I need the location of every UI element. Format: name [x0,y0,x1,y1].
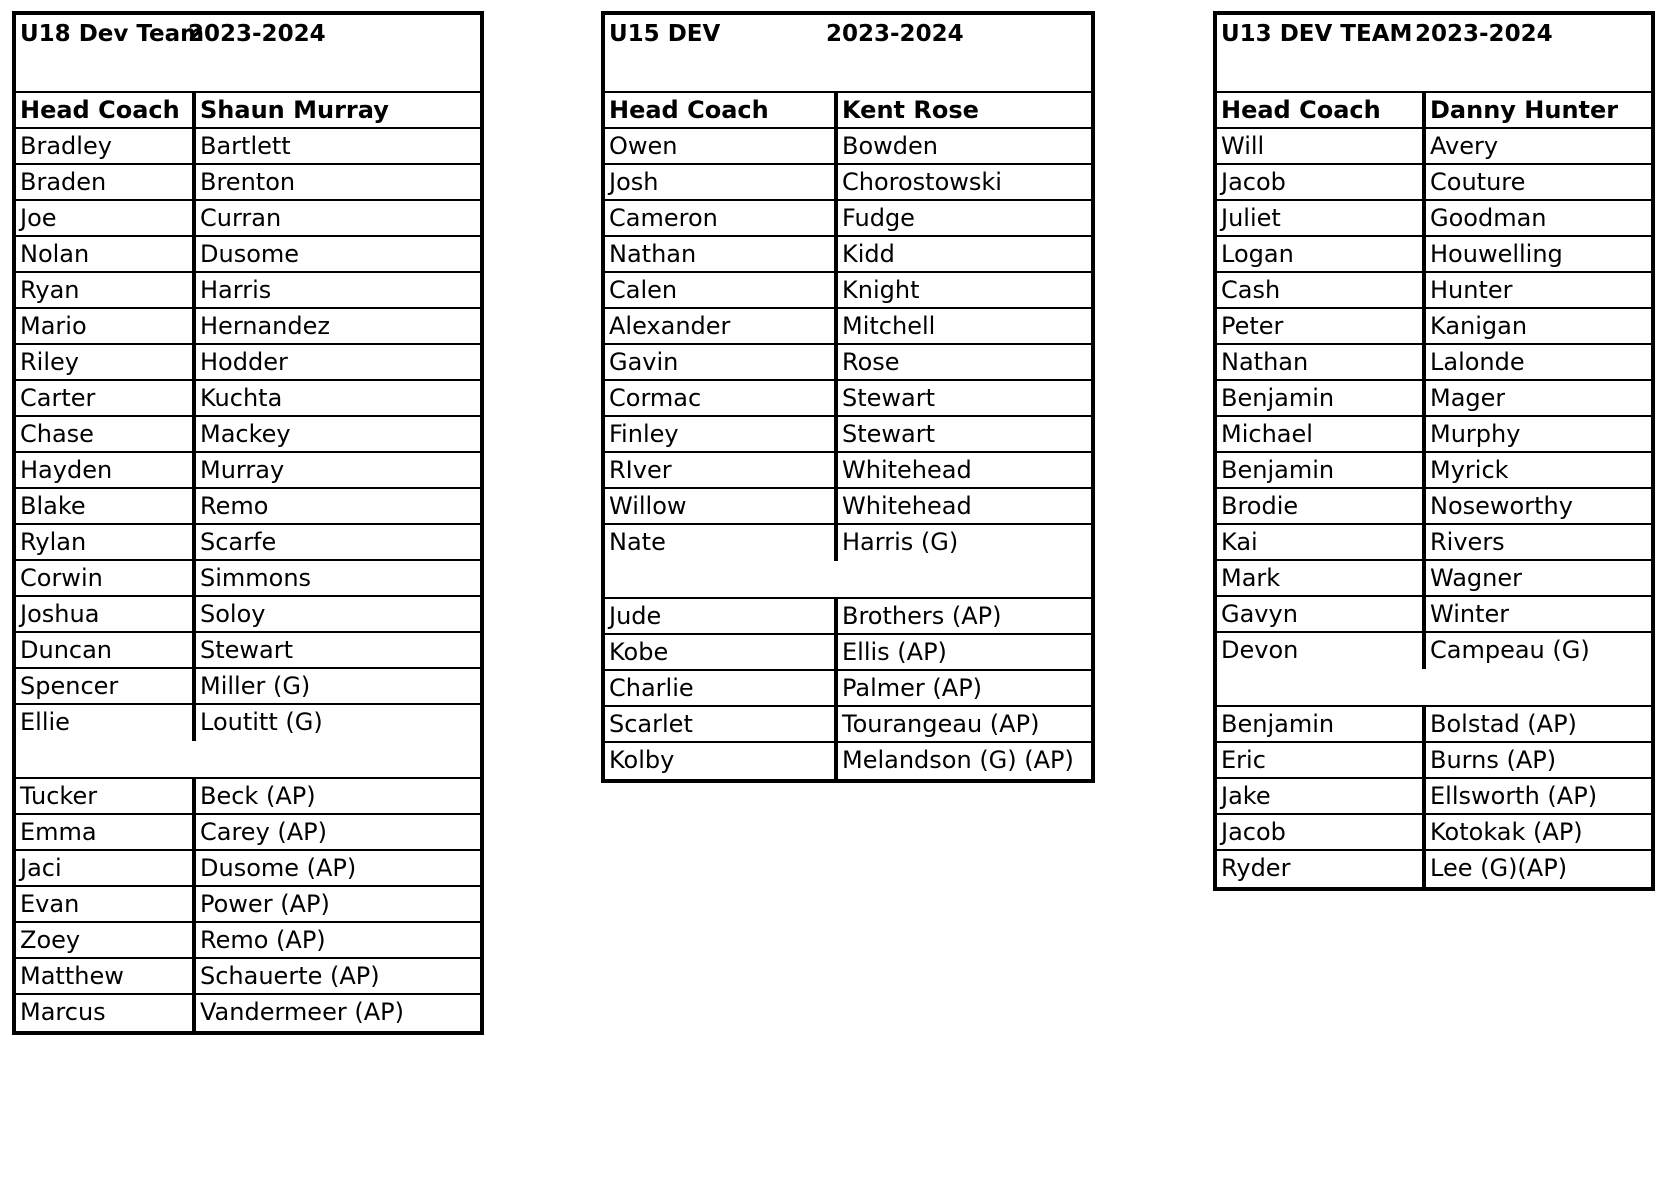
team-table-u15 [601,11,1095,783]
first-name-cell: Cameron [605,201,838,235]
table-row [605,489,1091,525]
team-table-u18 [12,11,484,1035]
table-row [605,309,1091,345]
last-name-cell: Soloy [200,600,266,628]
last-name-cell: Lee (G)(AP) [1430,854,1568,882]
table-row [605,453,1091,489]
player-list [16,129,480,741]
table-row [1217,237,1651,273]
first-name-cell: Michael [1217,417,1426,451]
spacer-row [1217,669,1651,707]
last-name-cell: Dusome [200,240,300,268]
table-row [16,815,480,851]
first-name-cell: Blake [16,489,196,523]
first-name-cell: Cash [1217,273,1426,307]
first-name-cell: Benjamin [1217,453,1426,487]
last-name-cell: Vandermeer (AP) [200,998,404,1026]
table-row [605,345,1091,381]
table-row [16,129,480,165]
first-name-cell: Matthew [16,959,196,993]
table-row [16,165,480,201]
last-name-cell: Knight [842,276,920,304]
last-name-cell: Kotokak (AP) [1430,818,1583,846]
last-name-cell: Curran [200,204,282,232]
table-row [605,201,1091,237]
table-row [605,273,1091,309]
first-name-cell: Evan [16,887,196,921]
last-name-cell: Hernandez [200,312,330,340]
last-name-cell: Loutitt (G) [200,708,323,736]
last-name-cell: Murray [200,456,285,484]
head-coach-label: Head Coach [16,93,196,127]
first-name-cell: Kolby [605,743,838,779]
first-name-cell: Nolan [16,237,196,271]
last-name-cell: Mitchell [842,312,936,340]
last-name-cell: Rivers [1430,528,1505,556]
table-row [16,201,480,237]
table-row [605,165,1091,201]
last-name-cell: Brothers (AP) [842,602,1002,630]
table-row [16,525,480,561]
last-name-cell: Palmer (AP) [842,674,983,702]
table-row [605,237,1091,273]
table-row [16,669,480,705]
table-row [1217,779,1651,815]
first-name-cell: Jake [1217,779,1426,813]
last-name-cell: Myrick [1430,456,1509,484]
first-name-cell: Bradley [16,129,196,163]
last-name-cell: Kidd [842,240,895,268]
first-name-cell: Chase [16,417,196,451]
first-name-cell: Duncan [16,633,196,667]
first-name-cell: Spencer [16,669,196,703]
table-row [1217,345,1651,381]
team-title-row [1217,15,1651,93]
first-name-cell: Emma [16,815,196,849]
first-name-cell: Gavin [605,345,838,379]
last-name-cell: Fudge [842,204,915,232]
player-list [605,129,1091,561]
first-name-cell: Mark [1217,561,1426,595]
first-name-cell: Gavyn [1217,597,1426,631]
first-name-cell: Riley [16,345,196,379]
table-row [605,525,1091,561]
first-name-cell: Willow [605,489,838,523]
last-name-cell: Campeau (G) [1430,636,1590,664]
last-name-cell: Houwelling [1430,240,1563,268]
last-name-cell: Miller (G) [200,672,311,700]
table-row [16,923,480,959]
last-name-cell: Lalonde [1430,348,1525,376]
table-row [1217,417,1651,453]
table-row [605,707,1091,743]
spacer-row [16,741,480,779]
head-coach-name: Shaun Murray [200,96,389,124]
affiliate-player-list [1217,707,1651,887]
head-coach-row [605,93,1091,129]
team-table-u13 [1213,11,1655,891]
team-title: U18 Dev Team [20,21,205,47]
first-name-cell: Alexander [605,309,838,343]
first-name-cell: Joshua [16,597,196,631]
first-name-cell: Logan [1217,237,1426,271]
first-name-cell: Carter [16,381,196,415]
table-row [1217,201,1651,237]
table-row [16,633,480,669]
table-row [1217,453,1651,489]
team-title-row [605,15,1091,93]
last-name-cell: Couture [1430,168,1526,196]
first-name-cell: Nate [605,525,838,561]
first-name-cell: Peter [1217,309,1426,343]
last-name-cell: Remo (AP) [200,926,326,954]
table-row [16,995,480,1031]
table-row [605,743,1091,779]
first-name-cell: Hayden [16,453,196,487]
table-row [16,237,480,273]
table-row [605,599,1091,635]
last-name-cell: Dusome (AP) [200,854,357,882]
table-row [16,309,480,345]
first-name-cell: Jacob [1217,815,1426,849]
last-name-cell: Bowden [842,132,938,160]
first-name-cell: Corwin [16,561,196,595]
last-name-cell: Rose [842,348,900,376]
last-name-cell: Stewart [842,420,936,448]
table-row [605,671,1091,707]
last-name-cell: Remo [200,492,269,520]
first-name-cell: Jude [605,599,838,633]
table-row [1217,597,1651,633]
table-row [605,417,1091,453]
first-name-cell: Rylan [16,525,196,559]
last-name-cell: Brenton [200,168,296,196]
first-name-cell: Eric [1217,743,1426,777]
last-name-cell: Whitehead [842,456,972,484]
last-name-cell: Kanigan [1430,312,1528,340]
first-name-cell: Joe [16,201,196,235]
first-name-cell: Nathan [1217,345,1426,379]
last-name-cell: Melandson (G) (AP) [842,746,1074,774]
first-name-cell: Marcus [16,995,196,1031]
table-row [16,417,480,453]
first-name-cell: Ryan [16,273,196,307]
first-name-cell: Mario [16,309,196,343]
last-name-cell: Tourangeau (AP) [842,710,1040,738]
last-name-cell: Mackey [200,420,291,448]
team-title: U13 DEV TEAM [1221,21,1413,47]
last-name-cell: Kuchta [200,384,283,412]
first-name-cell: Cormac [605,381,838,415]
last-name-cell: Stewart [842,384,936,412]
first-name-cell: Tucker [16,779,196,813]
last-name-cell: Bartlett [200,132,291,160]
last-name-cell: Beck (AP) [200,782,316,810]
last-name-cell: Whitehead [842,492,972,520]
table-row [16,959,480,995]
last-name-cell: Winter [1430,600,1510,628]
first-name-cell: Calen [605,273,838,307]
last-name-cell: Ellis (AP) [842,638,947,666]
last-name-cell: Hunter [1430,276,1513,304]
team-title-row [16,15,480,93]
last-name-cell: Schauerte (AP) [200,962,380,990]
player-list [1217,129,1651,669]
last-name-cell: Harris (G) [842,528,959,556]
table-row [16,453,480,489]
first-name-cell: Juliet [1217,201,1426,235]
last-name-cell: Murphy [1430,420,1521,448]
last-name-cell: Chorostowski [842,168,1002,196]
first-name-cell: Zoey [16,923,196,957]
table-row [16,851,480,887]
last-name-cell: Avery [1430,132,1499,160]
last-name-cell: Harris [200,276,272,304]
head-coach-name: Danny Hunter [1430,96,1619,124]
first-name-cell: Brodie [1217,489,1426,523]
table-row [16,597,480,633]
last-name-cell: Mager [1430,384,1506,412]
first-name-cell: Ryder [1217,851,1426,887]
first-name-cell: Ellie [16,705,196,741]
table-row [1217,851,1651,887]
head-coach-label: Head Coach [605,93,838,127]
first-name-cell: Kobe [605,635,838,669]
last-name-cell: Carey (AP) [200,818,328,846]
table-row [1217,381,1651,417]
spacer-row [605,561,1091,599]
table-row [1217,743,1651,779]
first-name-cell: Josh [605,165,838,199]
affiliate-player-list [16,779,480,1031]
head-coach-row [16,93,480,129]
last-name-cell: Bolstad (AP) [1430,710,1577,738]
affiliate-player-list [605,599,1091,779]
table-row [16,273,480,309]
table-row [16,887,480,923]
team-season: 2023-2024 [826,21,964,47]
table-row [16,489,480,525]
last-name-cell: Goodman [1430,204,1547,232]
first-name-cell: Jaci [16,851,196,885]
first-name-cell: Braden [16,165,196,199]
first-name-cell: Kai [1217,525,1426,559]
first-name-cell: Will [1217,129,1426,163]
table-row [605,129,1091,165]
last-name-cell: Power (AP) [200,890,330,918]
last-name-cell: Stewart [200,636,294,664]
team-season: 2023-2024 [188,21,326,47]
team-title: U15 DEV [609,21,721,47]
first-name-cell: Benjamin [1217,381,1426,415]
table-row [1217,309,1651,345]
table-row [1217,561,1651,597]
first-name-cell: Devon [1217,633,1426,669]
table-row [1217,165,1651,201]
last-name-cell: Hodder [200,348,288,376]
table-row [16,381,480,417]
head-coach-label: Head Coach [1217,93,1426,127]
first-name-cell: Finley [605,417,838,451]
first-name-cell: RIver [605,453,838,487]
first-name-cell: Owen [605,129,838,163]
table-row [605,381,1091,417]
table-row [1217,633,1651,669]
first-name-cell: Benjamin [1217,707,1426,741]
first-name-cell: Nathan [605,237,838,271]
table-row [16,345,480,381]
first-name-cell: Scarlet [605,707,838,741]
table-row [605,635,1091,671]
head-coach-name: Kent Rose [842,96,979,124]
table-row [1217,273,1651,309]
table-row [1217,707,1651,743]
table-row [1217,815,1651,851]
team-season: 2023-2024 [1415,21,1553,47]
first-name-cell: Jacob [1217,165,1426,199]
table-row [1217,525,1651,561]
table-row [16,561,480,597]
table-row [16,705,480,741]
last-name-cell: Wagner [1430,564,1522,592]
last-name-cell: Noseworthy [1430,492,1573,520]
last-name-cell: Ellsworth (AP) [1430,782,1598,810]
table-row [1217,129,1651,165]
last-name-cell: Simmons [200,564,312,592]
head-coach-row [1217,93,1651,129]
table-row [1217,489,1651,525]
first-name-cell: Charlie [605,671,838,705]
last-name-cell: Burns (AP) [1430,746,1557,774]
table-row [16,779,480,815]
last-name-cell: Scarfe [200,528,277,556]
